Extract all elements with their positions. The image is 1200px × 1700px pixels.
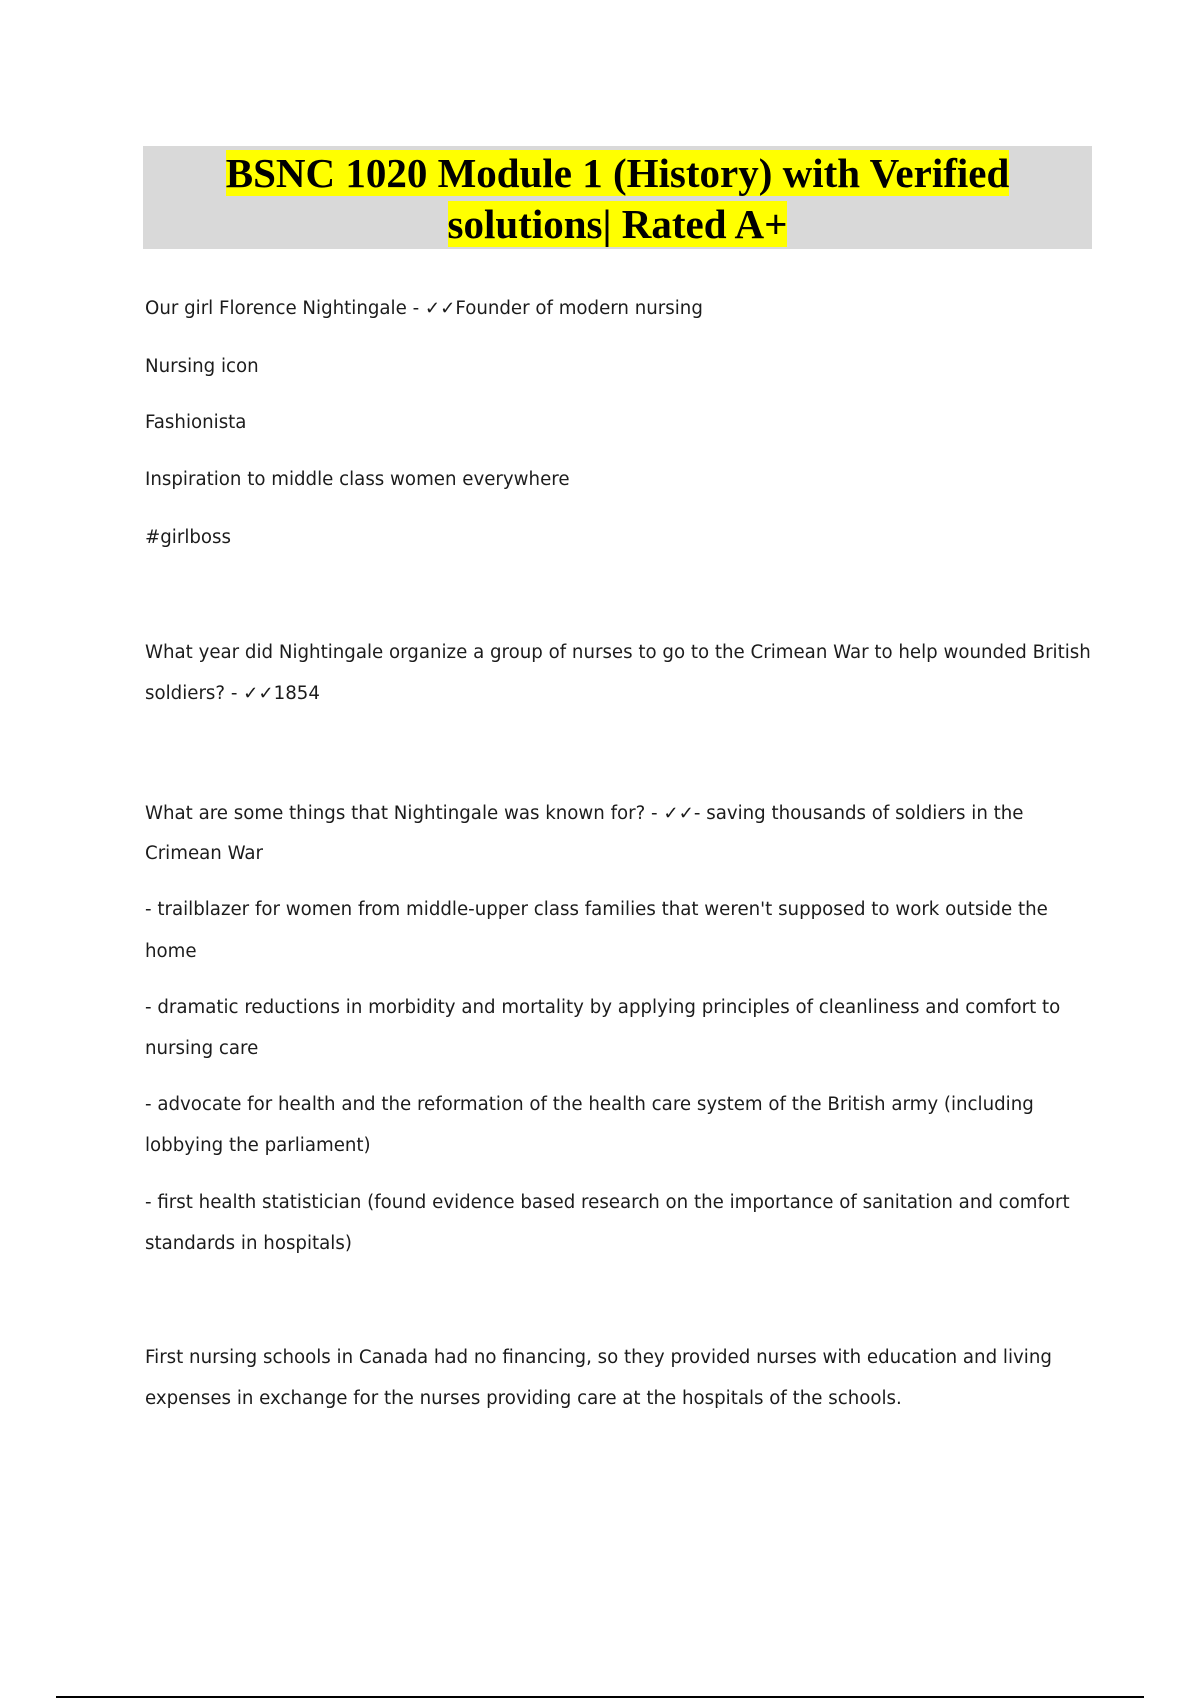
q4-statement-line-1: First nursing schools in Canada had no financing, so they provided nurses with education and living xyxy=(145,1347,1052,1368)
q3-bullet-3-line-1: - advocate for health and the reformation of the health care system of the British army (including xyxy=(145,1094,1034,1115)
title-line-1: BSNC 1020 Module 1 (History) with Verified xyxy=(225,150,1010,196)
document-title-banner xyxy=(143,146,1092,249)
q1-answer-line: Our girl Florence Nightingale - ✓✓Founder of modern nursing xyxy=(145,298,703,319)
q3-bullet-4-line-1: - first health statistician (found evidence based research on the importance of sanitation and comfort xyxy=(145,1192,1070,1213)
q3-bullet-2-line-2: nursing care xyxy=(145,1038,259,1059)
q3-question-line-2: Crimean War xyxy=(145,843,264,864)
q3-bullet-3-line-2: lobbying the parliament) xyxy=(145,1135,371,1156)
q3-bullet-4-line-2: standards in hospitals) xyxy=(145,1233,352,1254)
page-bottom-rule xyxy=(56,1696,1144,1698)
document-title xyxy=(143,148,1092,250)
q3-question-line-1: What are some things that Nightingale was known for? - ✓✓- saving thousands of soldiers in the xyxy=(145,803,1024,824)
q1-item-nursing-icon: Nursing icon xyxy=(145,356,259,377)
q1-item-fashionista: Fashionista xyxy=(145,412,247,433)
q2-question-line-2: soldiers? - ✓✓1854 xyxy=(145,683,320,704)
q1-item-inspiration: Inspiration to middle class women everywhere xyxy=(145,469,570,490)
q3-bullet-1-line-2: home xyxy=(145,941,197,962)
q3-bullet-2-line-1: - dramatic reductions in morbidity and mortality by applying principles of cleanliness and comfort to xyxy=(145,997,1061,1018)
q3-bullet-1-line-1: - trailblazer for women from middle-upper class families that weren't supposed to work outside the xyxy=(145,899,1048,920)
q4-statement-line-2: expenses in exchange for the nurses providing care at the hospitals of the schools. xyxy=(145,1388,902,1409)
q1-item-girlboss: #girlboss xyxy=(145,527,231,548)
title-line-2: solutions| Rated A+ xyxy=(447,201,788,247)
q2-question-line-1: What year did Nightingale organize a group of nurses to go to the Crimean War to help wounded British xyxy=(145,642,1091,663)
